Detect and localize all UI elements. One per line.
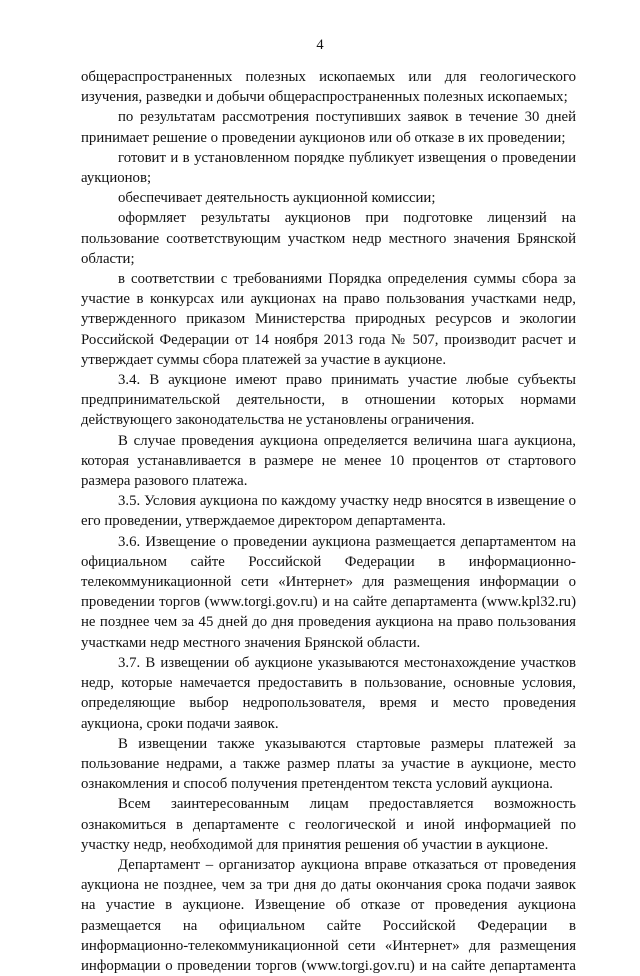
paragraph: готовит и в установленном порядке публикует извещения о проведении аукционов;	[81, 149, 576, 187]
paragraph: 3.4. В аукционе имеют право принимать участие любые субъекты предпринимательской деятельности, в отношении которых нормами действующего законодательства не установлены ограничения.	[81, 372, 576, 429]
paragraph: 3.6. Извещение о проведении аукциона размещается департаментом на официальном сайте Российской Федерации в информационно-телекоммуникационной сети «Интернет» для размещения информации о проведении торгов (www.torgi.gov.ru) и на сайте департамента (www.kpl32.ru) не позднее чем за 45 дней до дня проведения аукциона на право пользования участками недр местного значения Брянской области.	[81, 533, 576, 651]
paragraph: в соответствии с требованиями Порядка определения суммы сбора за участие в конкурсах или аукционах на право пользования участками недр, утвержденного приказом Министерства природных ресурсов и экологии Российской Федерации от 14 ноября 2013 года № 507, производит расчет и утверждает суммы сбора платежей за участие в аукционе.	[81, 271, 576, 368]
document-body	[81, 67, 576, 976]
paragraph: В извещении также указываются стартовые размеры платежей за пользование недрами, а также размер платы за участие в аукционе, место ознакомления и способ получения претендентом текста условий аукциона.	[81, 735, 576, 793]
paragraph: обеспечивает деятельность аукционной комиссии;	[118, 190, 436, 207]
paragraph: общераспространенных полезных ископаемых или для геологического изучения, разведки и добычи общераспространенных полезных ископаемых;	[81, 69, 576, 106]
paragraph: В случае проведения аукциона определяется величина шага аукциона, которая устанавливается в размере не менее 10 процентов от стартового размера разового платежа.	[81, 432, 576, 490]
paragraph: Всем заинтересованным лицам предоставляется возможность ознакомиться в департаменте с геологической и иной информацией по участку недр, необходимой для принятия решения об участии в аукционе.	[81, 796, 576, 853]
paragraph: по результатам рассмотрения поступивших заявок в течение 30 дней принимает решение о проведении аукционов или об отказе в их проведении;	[81, 109, 576, 146]
page-number: 4	[316, 37, 324, 53]
paragraph: 3.7. В извещении об аукционе указываются местонахождение участков недр, которые намечается предоставить в пользование, основные условия, определяющие выбор недропользователя, время и место проведения аукциона, сроки подачи заявок.	[81, 654, 576, 732]
paragraph: оформляет результаты аукционов при подготовке лицензий на пользование соответствующим участком недр местного значения Брянской области;	[81, 210, 576, 267]
paragraph: Департамент – организатор аукциона вправе отказаться от проведения аукциона не позднее, чем за три дня до даты окончания срока подачи заявок на участие в аукционе. Извещение об отказе от проведения аукциона размещается на официальном сайте Российской Федерации в информационно-телекоммуникационной сети «Интернет» для размещения информации о проведении торгов (www.torgi.gov.ru) и на сайте департамента	[81, 856, 576, 974]
paragraph: 3.5. Условия аукциона по каждому участку недр вносятся в извещение о его проведении, утверждаемое директором департамента.	[81, 493, 576, 530]
